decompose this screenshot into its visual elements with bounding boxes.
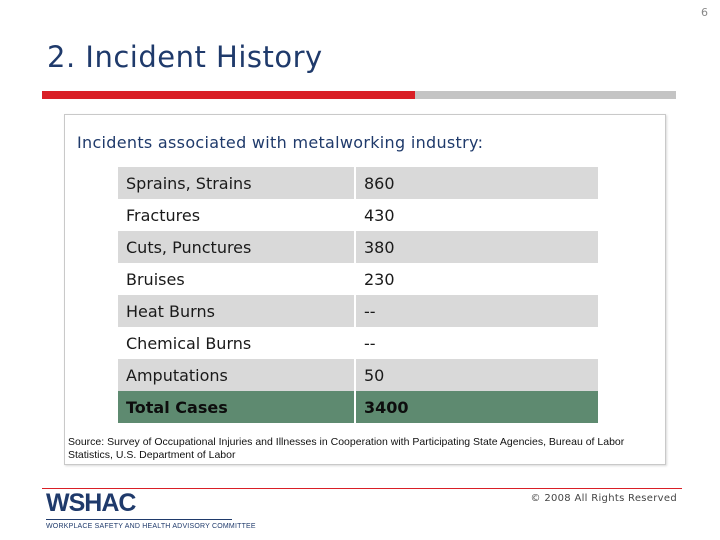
table-subtitle: Incidents associated with metalworking industry: xyxy=(77,133,484,152)
row-label: Heat Burns xyxy=(118,295,355,327)
row-label: Bruises xyxy=(118,263,355,295)
page-title: 2. Incident History xyxy=(47,40,323,74)
logo-tagline: WORKPLACE SAFETY AND HEALTH ADVISORY COMMITTEE xyxy=(46,523,256,530)
table-row xyxy=(118,295,598,327)
row-label: Cuts, Punctures xyxy=(118,231,355,263)
row-label: Fractures xyxy=(118,199,355,231)
row-value: 430 xyxy=(364,205,395,225)
table-row xyxy=(118,327,598,359)
row-value: -- xyxy=(355,295,598,327)
logo-rule xyxy=(46,519,232,520)
table-row xyxy=(118,167,598,199)
table-row xyxy=(118,231,598,263)
table-row xyxy=(118,199,598,231)
table-row xyxy=(118,359,598,391)
row-value: 860 xyxy=(355,167,598,199)
row-label: Amputations xyxy=(118,359,355,391)
title-underline-red xyxy=(42,91,415,99)
logo-wordmark: WSHAC xyxy=(46,489,136,517)
total-value: 3400 xyxy=(355,391,598,423)
row-value: 380 xyxy=(355,231,598,263)
row-label: Sprains, Strains xyxy=(118,167,355,199)
page-number: 6 xyxy=(701,6,708,19)
source-citation: Source: Survey of Occupational Injuries and Illnesses in Cooperation with Participating State Agencies, Bureau of Labor Statistics, U.S. Department of Labor xyxy=(68,436,625,461)
incidents-table xyxy=(118,167,598,423)
table-row xyxy=(118,263,598,295)
row-value: 230 xyxy=(364,269,395,289)
copyright-notice: © 2008 All Rights Reserved xyxy=(530,493,677,504)
title-underline-gray xyxy=(415,91,676,99)
total-label: Total Cases xyxy=(118,391,355,423)
row-value: 50 xyxy=(355,359,598,391)
row-value: -- xyxy=(364,333,376,353)
wshac-logo xyxy=(46,489,256,530)
row-label: Chemical Burns xyxy=(118,327,355,359)
total-row xyxy=(118,391,598,423)
